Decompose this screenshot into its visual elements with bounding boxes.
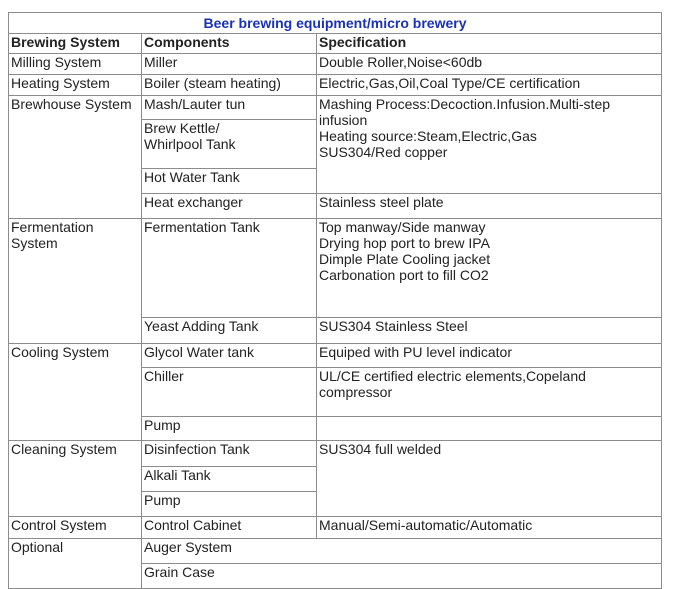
spec-cell: Stainless steel plate — [317, 194, 662, 219]
header-specification: Specification — [317, 34, 662, 54]
system-cell: Brewhouse System — [9, 96, 142, 219]
component-cell: Fermentation Tank — [142, 219, 317, 318]
spec-cell — [317, 96, 662, 194]
spec-cell: Equiped with PU level indicator — [317, 344, 662, 368]
component-cell: Yeast Adding Tank — [142, 318, 317, 344]
table-row — [9, 344, 662, 368]
table-title: Beer brewing equipment/micro brewery — [9, 13, 662, 34]
component-cell: Pump — [142, 492, 317, 517]
spec-line: Heating source:Steam,Electric,Gas — [319, 128, 537, 144]
component-cell: Chiller — [142, 368, 317, 417]
system-cell: Milling System — [9, 54, 142, 75]
system-cell: Cleaning System — [9, 441, 142, 517]
table-row — [9, 517, 662, 539]
spec-cell: SUS304 Stainless Steel — [317, 318, 662, 344]
header-components: Components — [142, 34, 317, 54]
spec-cell: Electric,Gas,Oil,Coal Type/CE certification — [317, 75, 662, 96]
spec-cell — [317, 219, 662, 318]
component-cell: Brew Kettle/ Whirlpool Tank — [142, 120, 317, 169]
header-brewing-system: Brewing System — [9, 34, 142, 54]
spec-cell: Manual/Semi-automatic/Automatic — [317, 517, 662, 539]
spec-line: Drying hop port to brew IPA — [319, 235, 490, 251]
spec-line: Dimple Plate Cooling jacket — [319, 251, 491, 267]
system-cell: Control System — [9, 517, 142, 539]
system-cell: Cooling System — [9, 344, 142, 441]
component-cell: Auger System — [142, 539, 662, 564]
system-cell: Heating System — [9, 75, 142, 96]
spec-line: Carbonation port to fill CO2 — [319, 267, 489, 283]
table-row — [9, 75, 662, 96]
component-cell: Alkali Tank — [142, 467, 317, 492]
component-cell: Control Cabinet — [142, 517, 317, 539]
component-cell: Pump — [142, 417, 317, 441]
component-cell: Boiler (steam heating) — [142, 75, 317, 96]
system-cell: Optional — [9, 539, 142, 589]
table-row — [9, 539, 662, 564]
component-cell: Disinfection Tank — [142, 441, 317, 467]
spec-line: Mashing Process:Decoction.Infusion.Multi-step infusion — [319, 96, 611, 128]
component-cell: Heat exchanger — [142, 194, 317, 219]
spec-cell: SUS304 full welded — [317, 441, 662, 517]
spec-cell: UL/CE certified electric elements,Copeland compressor — [317, 368, 662, 417]
system-cell: Fermentation System — [9, 219, 142, 344]
brewing-equipment-table — [8, 12, 662, 589]
spec-line: Top manway/Side manway — [319, 219, 486, 235]
component-cell: Glycol Water tank — [142, 344, 317, 368]
component-cell: Grain Case — [142, 564, 662, 589]
component-cell: Mash/Lauter tun — [142, 96, 317, 120]
table-row — [9, 54, 662, 75]
table-row — [9, 219, 662, 318]
spec-cell: Double Roller,Noise<60db — [317, 54, 662, 75]
component-cell: Miller — [142, 54, 317, 75]
component-cell: Hot Water Tank — [142, 169, 317, 194]
spec-line: SUS304/Red copper — [319, 144, 448, 160]
table-row — [9, 441, 662, 467]
table-row — [9, 96, 662, 120]
spec-cell — [317, 417, 662, 441]
